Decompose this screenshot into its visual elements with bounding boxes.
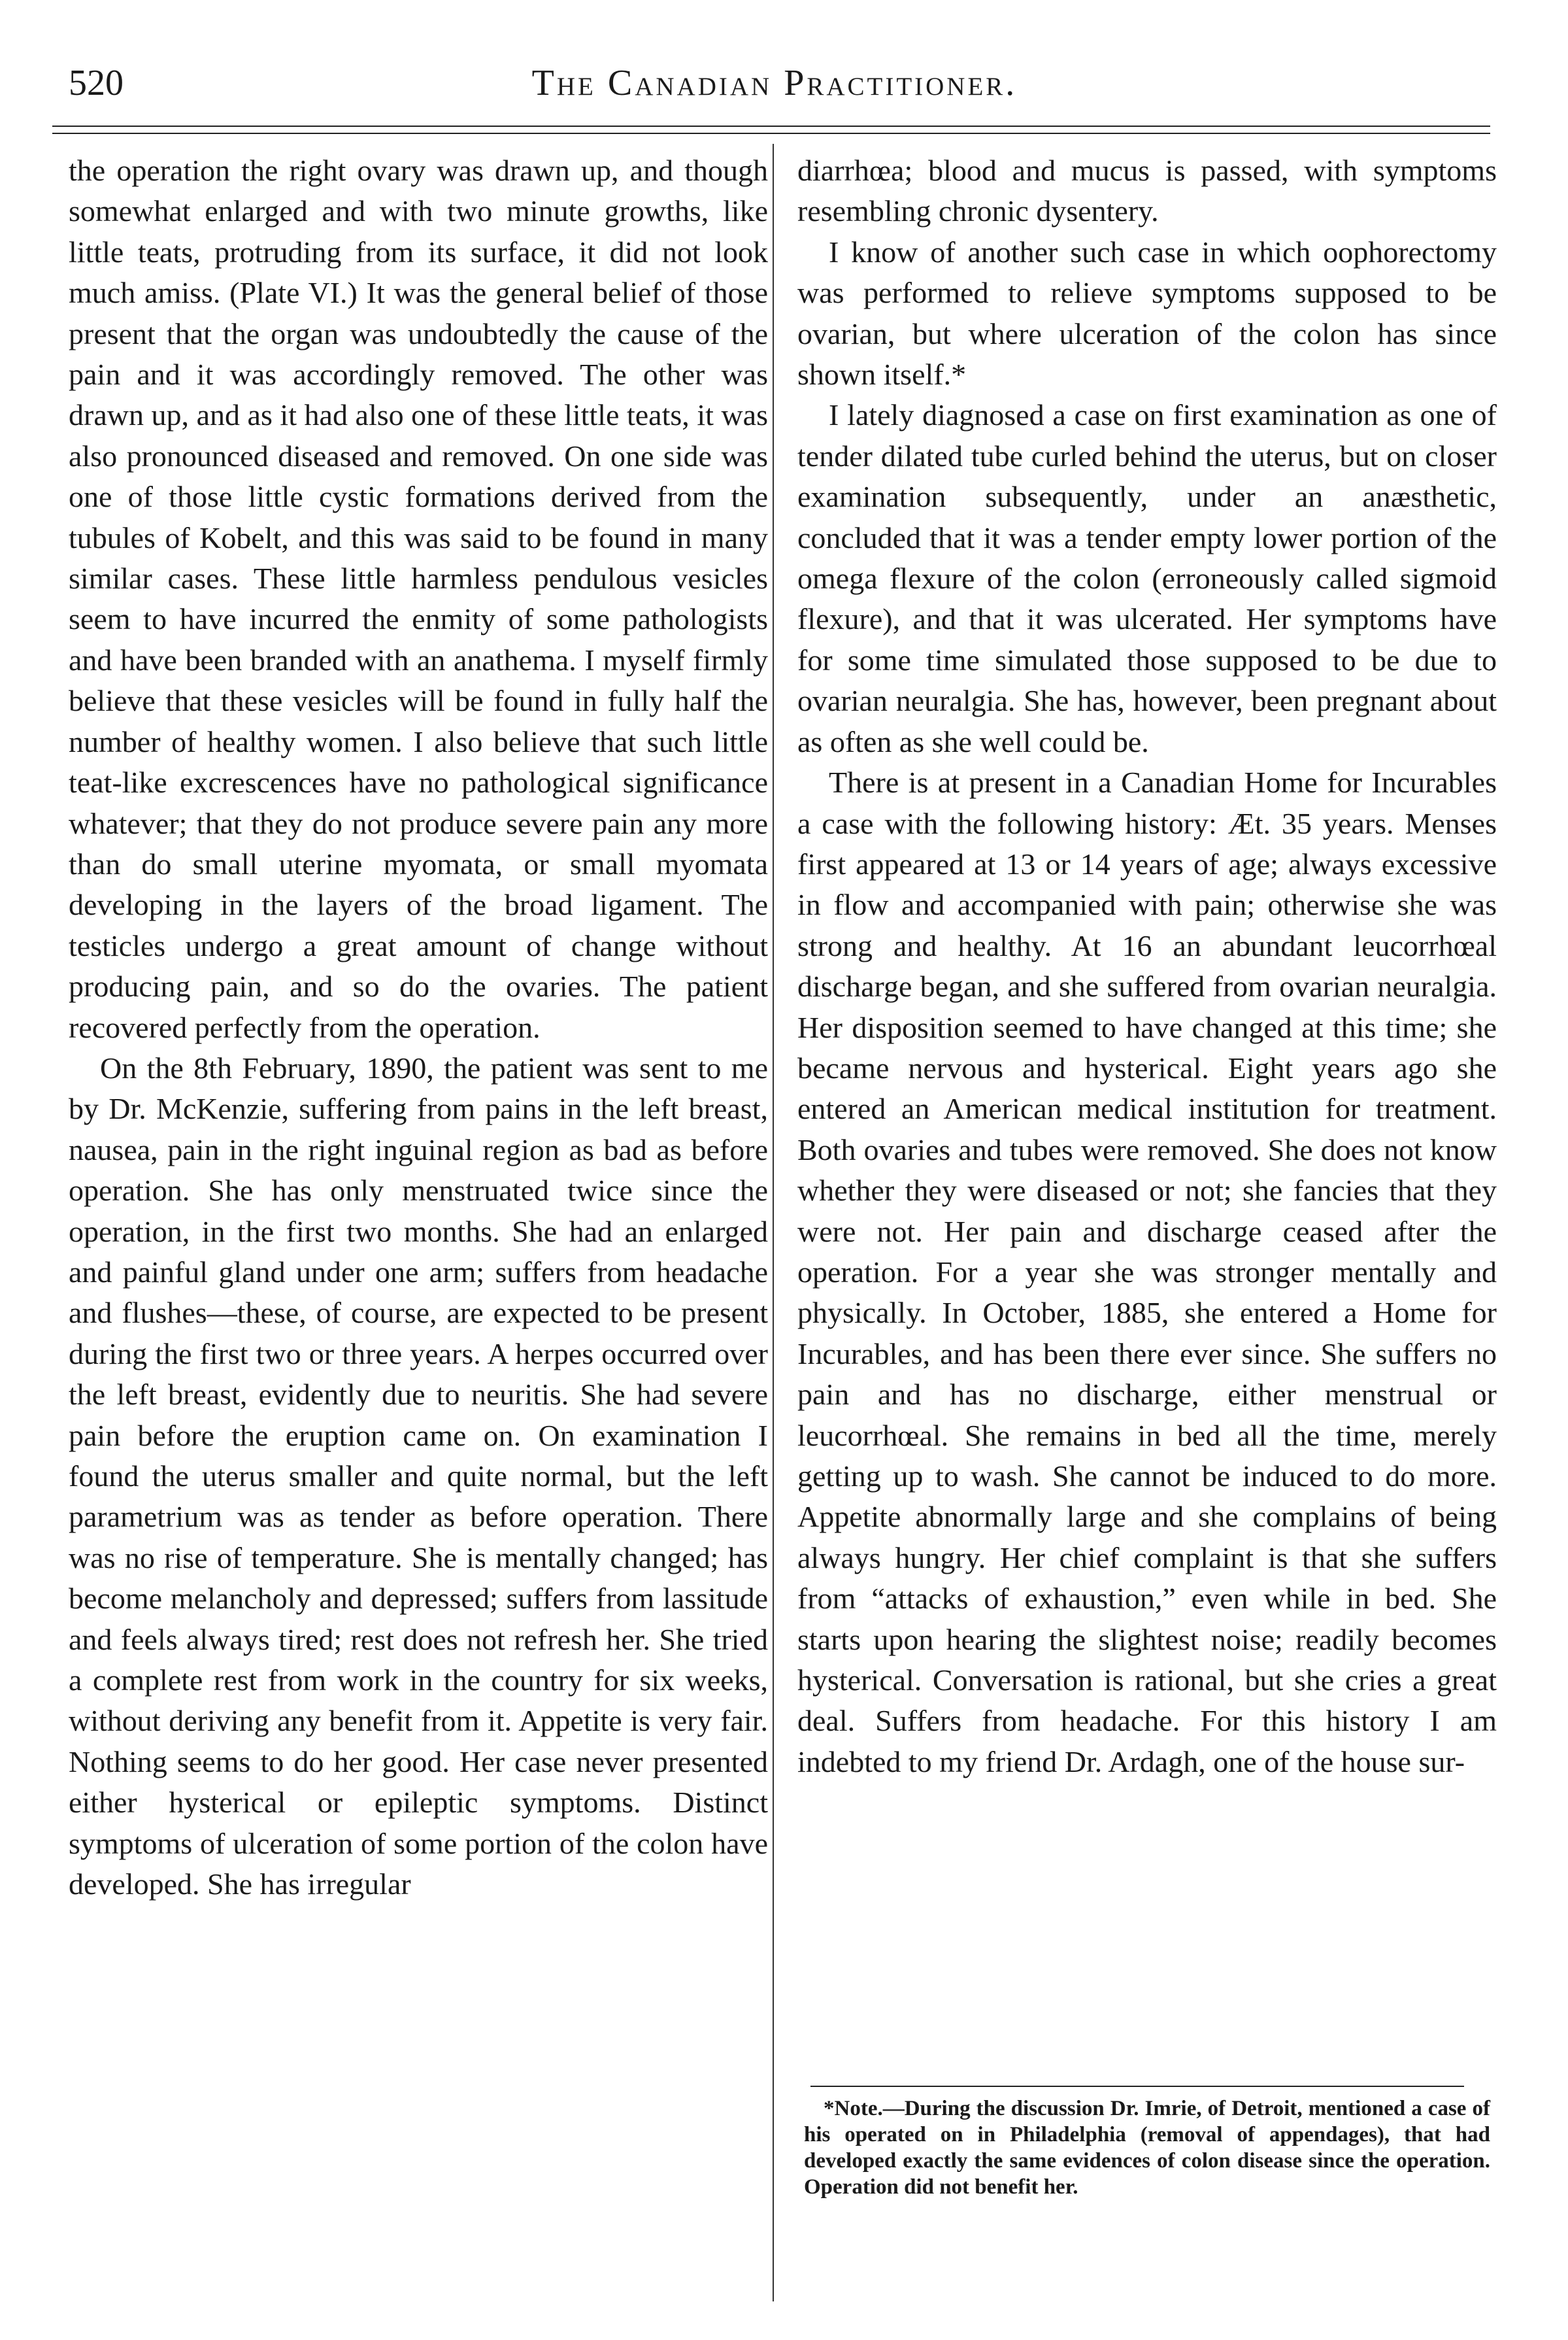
paragraph: There is at present in a Canadian Home for Incurables a case with the following history: Æt. 35 years. Menses first appeared at 13 or 14 years of age; always excessive in flow and accompanied with pain; otherwise she was strong and healthy. At 16 an abundant leucorrhœal discharge began, and she suffered from ovarian neuralgia. Her disposition seemed to have changed at this time; she became nervous and hysterical. Eight years ago she entered an American medical institution for treatment. Both ovaries and tubes were removed. She does not know whether they were diseased or not; she fancies that they were not. Her pain and discharge ceased after the operation. For a year she was stronger mentally and physically. In October, 1885, she entered a Home for Incurables, and has been there ever since. She suffers no pain and has no discharge, either menstrual or leucorrhœal. She remains in bed all the time, merely getting up to wash. She cannot be induced to do more. Appetite abnormally large and she complains of being always hungry. Her chief complaint is that she suffers from “attacks of exhaustion,” even while in bed. She starts upon hearing the slightest noise; readily becomes hysterical. Conversation is rational, but she cries a great deal. Suffers from headache. For this history I am indebted to my friend Dr. Ardagh, one of the house sur- [797, 766, 1497, 1778]
footnote-rule [810, 2086, 1464, 2087]
header-rule-bottom [52, 133, 1490, 134]
paragraph: On the 8th February, 1890, the patient was sent to me by Dr. McKenzie, suffering from pains in the left breast, nausea, pain in the right inguinal region as bad as before operation. She has only menstruated twice since the operation, in the first two months. She had an enlarged and painful gland under one arm; suffers from headache and flushes—these, of course, are expected to be present during the first two or three years. A herpes occurred over the left breast, evidently due to neuritis. She had severe pain before the eruption came on. On examination I found the uterus smaller and quite normal, but the left parametrium was as tender as before operation. There was no rise of temperature. She is mentally changed; has become melancholy and depressed; suffers from lassitude and feels always tired; rest does not refresh her. She tried a complete rest from work in the country for six weeks, without deriving any benefit from it. Appetite is very fair. Nothing seems to do her good. Her case never presented either hysterical or epileptic symptoms. Distinct symptoms of ulceration of some portion of the colon have developed. She has irregular [69, 1051, 768, 1901]
paragraph: I know of another such case in which oophorectomy was performed to relieve symptoms supposed to be ovarian, but where ulceration of the colon has since shown itself.* [797, 235, 1497, 392]
column-divider [773, 144, 774, 2301]
paragraph: diarrhœa; blood and mucus is passed, with symptoms resembling chronic dysentery. [797, 154, 1497, 228]
right-column [797, 150, 1497, 1782]
page-header [69, 62, 1480, 114]
paragraph: I lately diagnosed a case on first examination as one of tender dilated tube curled behind the uterus, but on closer examination subsequently, under an anæsthetic, concluded that it was a tender empty lower portion of the omega flexure of the colon (erroneously called sigmoid flexure), and that it was ulcerated. Her symptoms have for some time simulated those supposed to be due to ovarian neuralgia. She has, however, been pregnant about as often as she well could be. [797, 398, 1497, 758]
footnote-text: *Note.—During the discussion Dr. Imrie, of Detroit, mentioned a case of his operated on in Philadelphia (removal of appendages), that had developed exactly the same evidences of colon disease since the operation. Operation did not benefit her. [804, 2097, 1490, 2199]
left-column [69, 150, 768, 1905]
footnote [804, 2095, 1490, 2200]
paragraph: the operation the right ovary was drawn up, and though somewhat enlarged and with two minute growths, like little teats, protruding from its surface, it did not look much amiss. (Plate VI.) It was the general belief of those present that the organ was undoubtedly the cause of the pain and it was accordingly removed. The other was drawn up, and as it had also one of these little teats, it was also pronounced diseased and removed. On one side was one of those little cystic formations derived from the tubules of Kobelt, and this was said to be found in many similar cases. These little harmless pendulous vesicles seem to have incurred the enmity of some pathologists and have been branded with an anathema. I myself firmly believe that these vesicles will be found in fully half the number of healthy women. I also believe that such little teat-like excrescences have no pathological significance whatever; that they do not produce severe pain any more than do small uterine myomata, or small myomata developing in the layers of the broad ligament. The testicles undergo a great amount of change without producing pain, and so do the ovaries. The patient recovered perfectly from the operation. [69, 154, 768, 1044]
running-title: The Canadian Practitioner. [531, 63, 1018, 103]
header-rule-top [52, 126, 1490, 127]
page-number: 520 [69, 63, 124, 103]
